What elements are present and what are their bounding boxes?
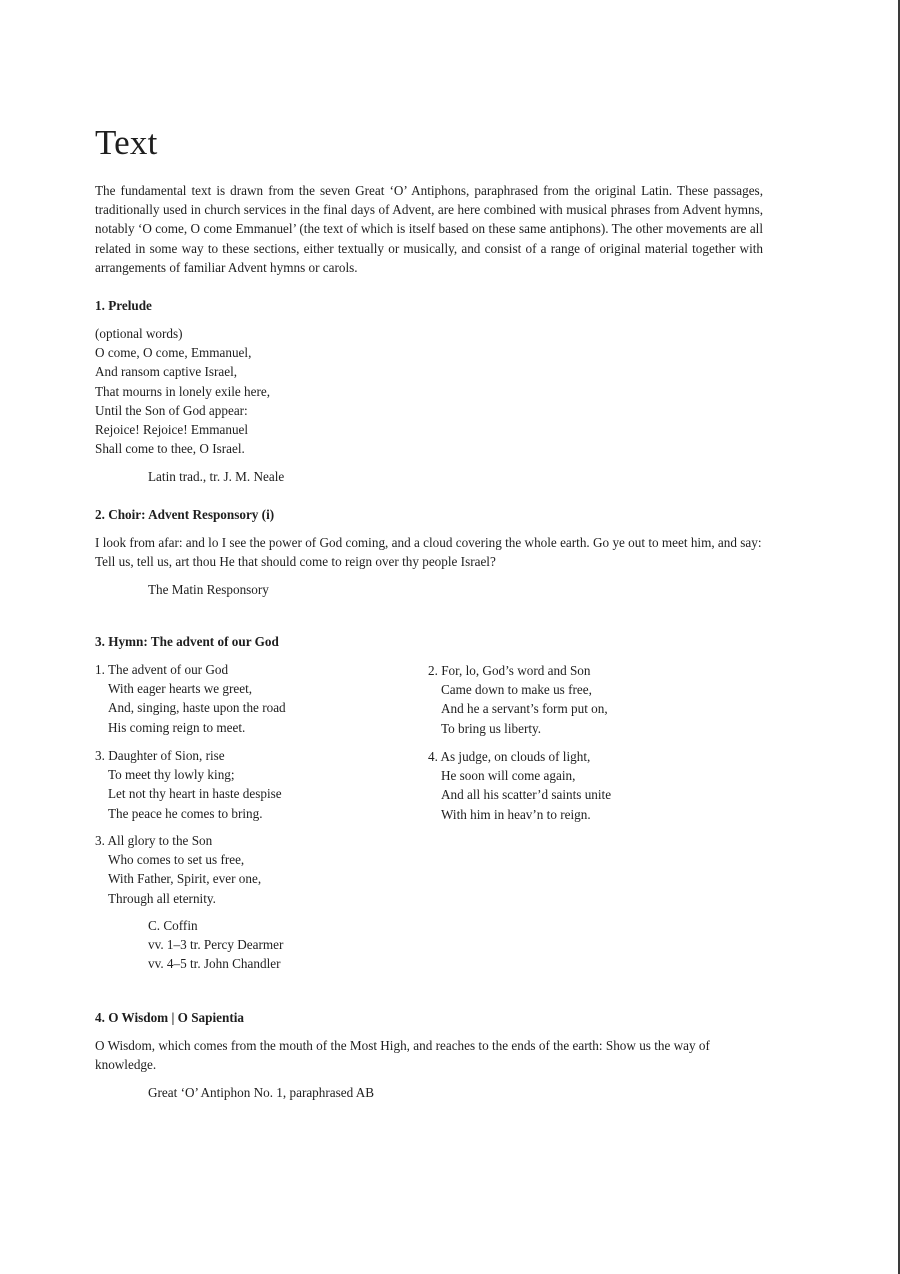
prelude-line: Until the Son of God appear: [95,402,248,418]
verse-line: To bring us liberty. [441,720,542,736]
verse-line: Who comes to set us free, [108,852,245,868]
hymn-verse [95,660,286,737]
verse-line: The peace he comes to bring. [108,805,263,821]
page-title: Text [95,123,158,162]
section-heading-prelude: 1. Prelude [95,298,152,313]
verse-line: He soon will come again, [441,768,576,784]
attribution-line: vv. 4–5 tr. John Chandler [148,956,281,972]
verse-line: 4. As judge, on clouds of light, [428,749,591,764]
responsory-attribution: The Matin Responsory [148,582,269,597]
section-heading-wisdom: 4. O Wisdom | O Sapientia [95,1010,244,1025]
prelude-lines [95,324,270,458]
hymn-verse [428,661,608,738]
verse-line: With eager hearts we greet, [108,681,253,697]
wisdom-text: O Wisdom, which comes from the mouth of the Most High, and reaches to the ends of the earth: Show us the way of knowledge. [95,1038,710,1073]
hymn-verse [95,831,261,908]
verse-line: And, singing, haste upon the road [108,700,286,716]
verse-line: His coming reign to meet. [108,719,246,735]
hymn-attribution [148,916,283,974]
prelude-line: That mourns in lonely exile here, [95,383,271,399]
prelude-line: Shall come to thee, O Israel. [95,441,245,457]
attribution-line: C. Coffin [148,918,198,933]
verse-line: Came down to make us free, [441,682,592,698]
verse-line: And he a servant’s form put on, [441,701,608,717]
hymn-verse [428,747,611,824]
prelude-attribution: Latin trad., tr. J. M. Neale [148,469,285,484]
verse-line: Let not thy heart in haste despise [108,786,282,802]
responsory-text: I look from afar: and lo I see the power of God coming, and a cloud covering the whole earth. Go ye out to meet him, and say: Tell us, tell us, art thou He that should come to reign over thy people Israel? [95,535,762,570]
verse-line: With Father, Spirit, ever one, [108,871,262,887]
prelude-line: (optional words) [95,326,183,341]
prelude-line: O come, O come, Emmanuel, [95,345,252,361]
verse-line: 3. All glory to the Son [95,833,213,848]
intro-paragraph: The fundamental text is drawn from the seven Great ‘O’ Antiphons, paraphrased from the original Latin. These passages, traditionally used in church services in the final days of Advent, are here combined with musical phrases from Advent hymns, notably ‘O come, O come Emmanuel’ (the text of which is itself based on these same antiphons). The other movements are all related in some way to these sections, either textually or musically, and consist of a range of original material together with arrangements of familiar Advent hymns or carols. [95,183,763,275]
verse-line: To meet thy lowly king; [108,767,235,783]
wisdom-attribution: Great ‘O’ Antiphon No. 1, paraphrased AB [148,1085,375,1100]
section-heading-hymn: 3. Hymn: The advent of our God [95,634,279,649]
section-heading-responsory: 2. Choir: Advent Responsory (i) [95,507,275,522]
verse-line: 1. The advent of our God [95,662,229,677]
attribution-line: vv. 1–3 tr. Percy Dearmer [148,937,284,953]
prelude-line: Rejoice! Rejoice! Emmanuel [95,422,249,438]
verse-line: And all his scatter’d saints unite [441,787,612,803]
hymn-verse [95,746,282,823]
verse-line: Through all eternity. [108,890,216,906]
verse-line: With him in heav’n to reign. [441,806,591,822]
verse-line: 2. For, lo, God’s word and Son [428,663,591,678]
prelude-line: And ransom captive Israel, [95,364,238,380]
verse-line: 3. Daughter of Sion, rise [95,748,225,763]
